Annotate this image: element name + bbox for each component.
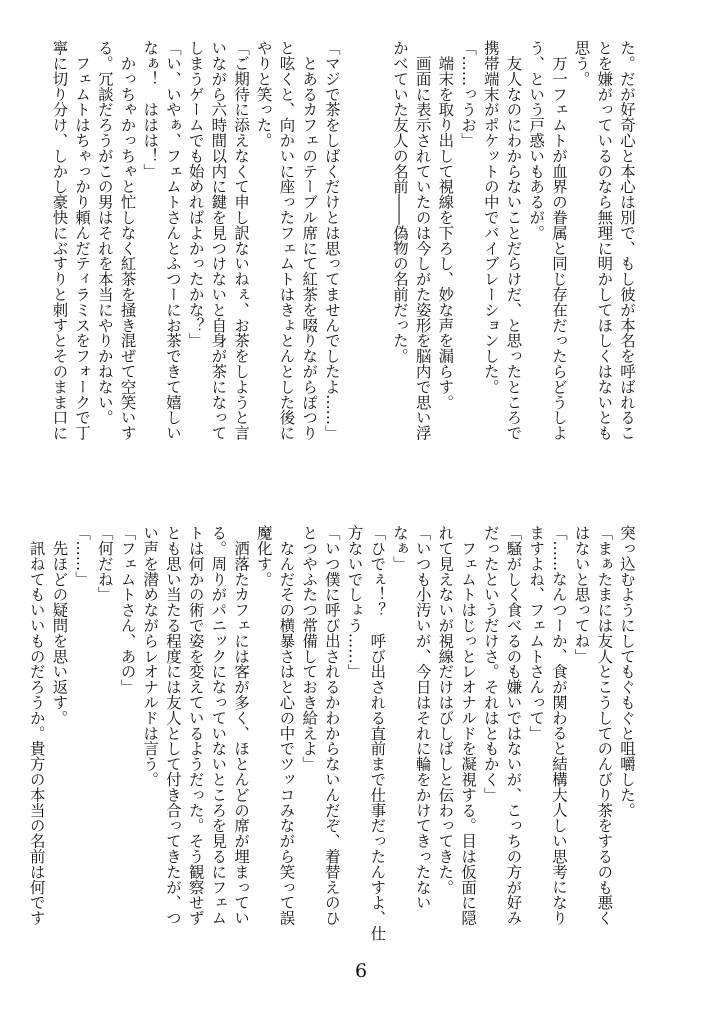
text-line: とも思い当たる程度には友人として付き合ってきたが、つ <box>163 525 182 926</box>
text-line: 「フェムトさん、あの」 <box>118 525 137 695</box>
text-line: 「いつ僕に呼び出されるかわからないんだぞ、着替えのひ <box>322 525 341 926</box>
text-line: フェムトはちゃっかり頼んだティラミスをフォークで丁 <box>73 40 92 441</box>
text-line <box>366 40 389 498</box>
text-line: 万一フェムトが血界の眷属と同じ存在だったらどうしよ <box>549 40 568 441</box>
text-line: 友人なのにわからないことだらけだ、と思ったところで <box>504 40 523 441</box>
text-line: れて見えないが視線だけはびしばしと伝わってきた。 <box>436 525 455 895</box>
text-line: 魔化す。 <box>254 525 273 587</box>
text-line: だったというだけさ。それはともかく」 <box>481 525 500 803</box>
text-line: 「何だね」 <box>95 525 114 602</box>
text-line: 「……なんつーか、食が関わると結構大人しい思考になり <box>549 525 568 926</box>
text-line: い声を潜めながらレオナルドは言う。 <box>141 525 160 787</box>
text-line: 「ご期待に添えなくて申し訳ないねぇ、お茶をしようと言 <box>232 40 251 441</box>
text-line: なんだその横暴さはと心の中でツッコみながら笑って誤 <box>277 525 296 926</box>
text-line: 「ひでぇ！？ 呼び出される直前まで仕事だったんすよ、仕 <box>368 525 387 941</box>
text-line <box>343 40 366 498</box>
text-line: 訊ねてもいいものだろうか。貴方の本当の名前は何です <box>27 525 46 926</box>
text-line: 「い、いやぁ、フェムトさんとふつーにお茶できて嬉しい <box>163 40 182 441</box>
text-line: 「……」 <box>73 525 92 587</box>
text-line: 「マジで茶をしばくだけとは思ってませんでしたよ……」 <box>322 40 341 441</box>
text-line: 思う。 <box>572 40 591 87</box>
page-number: 6 <box>354 960 368 982</box>
text-line: とあるカフェのテーブル席にて紅茶を啜りながらぽつり <box>300 40 319 441</box>
text-line: なぁ！ ははは！」 <box>141 40 160 179</box>
text-line: はないと思ってね」 <box>572 525 591 664</box>
text-block-top <box>50 40 638 498</box>
text-line: 「まぁたまには友人とこうしてのんびり茶をするのも悪く <box>595 525 614 926</box>
text-line: しまうゲームでも始めればよかったかな？」 <box>186 40 205 348</box>
text-line: 端末を取り出して視線を下ろし、妙な声を漏らす。 <box>436 40 455 410</box>
text-line: 突っ込むようにしてもぐもぐと咀嚼した。 <box>618 525 636 818</box>
text-line: フェムトはじっとレオナルドを凝視する。目は仮面に隠 <box>459 525 478 926</box>
text-line: かっちゃかっちゃと忙しなく紅茶を掻き混ぜて空笑いす <box>118 40 137 441</box>
text-line: る。冗談だろうがこの男はそれを本当にやりかねない。 <box>95 40 114 425</box>
text-line: 洒落たカフェには客が多く、ほとんどの席が埋まってい <box>232 525 251 926</box>
text-line: なぁ」 <box>390 525 409 572</box>
text-block-bottom <box>27 525 638 945</box>
text-line: る。周りがパニックになっていないところを見るにフェム <box>209 525 228 926</box>
text-line: う、という戸惑いもあるが。 <box>527 40 546 241</box>
text-line: トは何かの術で姿を変えているようだった。そう観察せず <box>186 525 205 926</box>
text-line: やりと笑った。 <box>254 40 273 148</box>
text-line: 「騒がしく食べるのも嫌いではないが、こっちの方が好み <box>504 525 523 926</box>
text-line: 「いつも小汚いが、今日はそれに輪をかけてきったない <box>413 525 432 910</box>
text-line: ますよね、フェムトさんって」 <box>527 525 546 741</box>
text-line: 「……っうお」 <box>459 40 478 148</box>
text-line: た。だが好奇心と本心は別で、もし彼が本名を呼ばれるこ <box>618 40 636 441</box>
text-line: とを嫌がっているのなら無理に明かしてほしくはないとも <box>595 40 614 441</box>
text-line: 画面に表示されていたのは今しがた姿形を脳内で思い浮 <box>413 40 432 441</box>
text-line: と呟くと、向かいに座ったフェムトはきょとんとした後に <box>277 40 296 441</box>
text-line: 先ほどの疑問を思い返す。 <box>50 525 69 726</box>
text-line: 方ないでしょう……」 <box>345 525 364 679</box>
text-line: 寧に切り分け、しかし豪快にぶすりと刺すとそのまま口に <box>50 40 69 441</box>
text-line: 携帯端末がポケットの中でバイブレーションした。 <box>481 40 500 395</box>
text-line: かべていた友人の名前――偽物の名前だった。 <box>390 40 409 364</box>
text-line: いながら六時間以内に鍵を見つけないと自身が茶になって <box>209 40 228 441</box>
text-line: とつやふたつ常備しておき給えよ」 <box>300 525 319 772</box>
